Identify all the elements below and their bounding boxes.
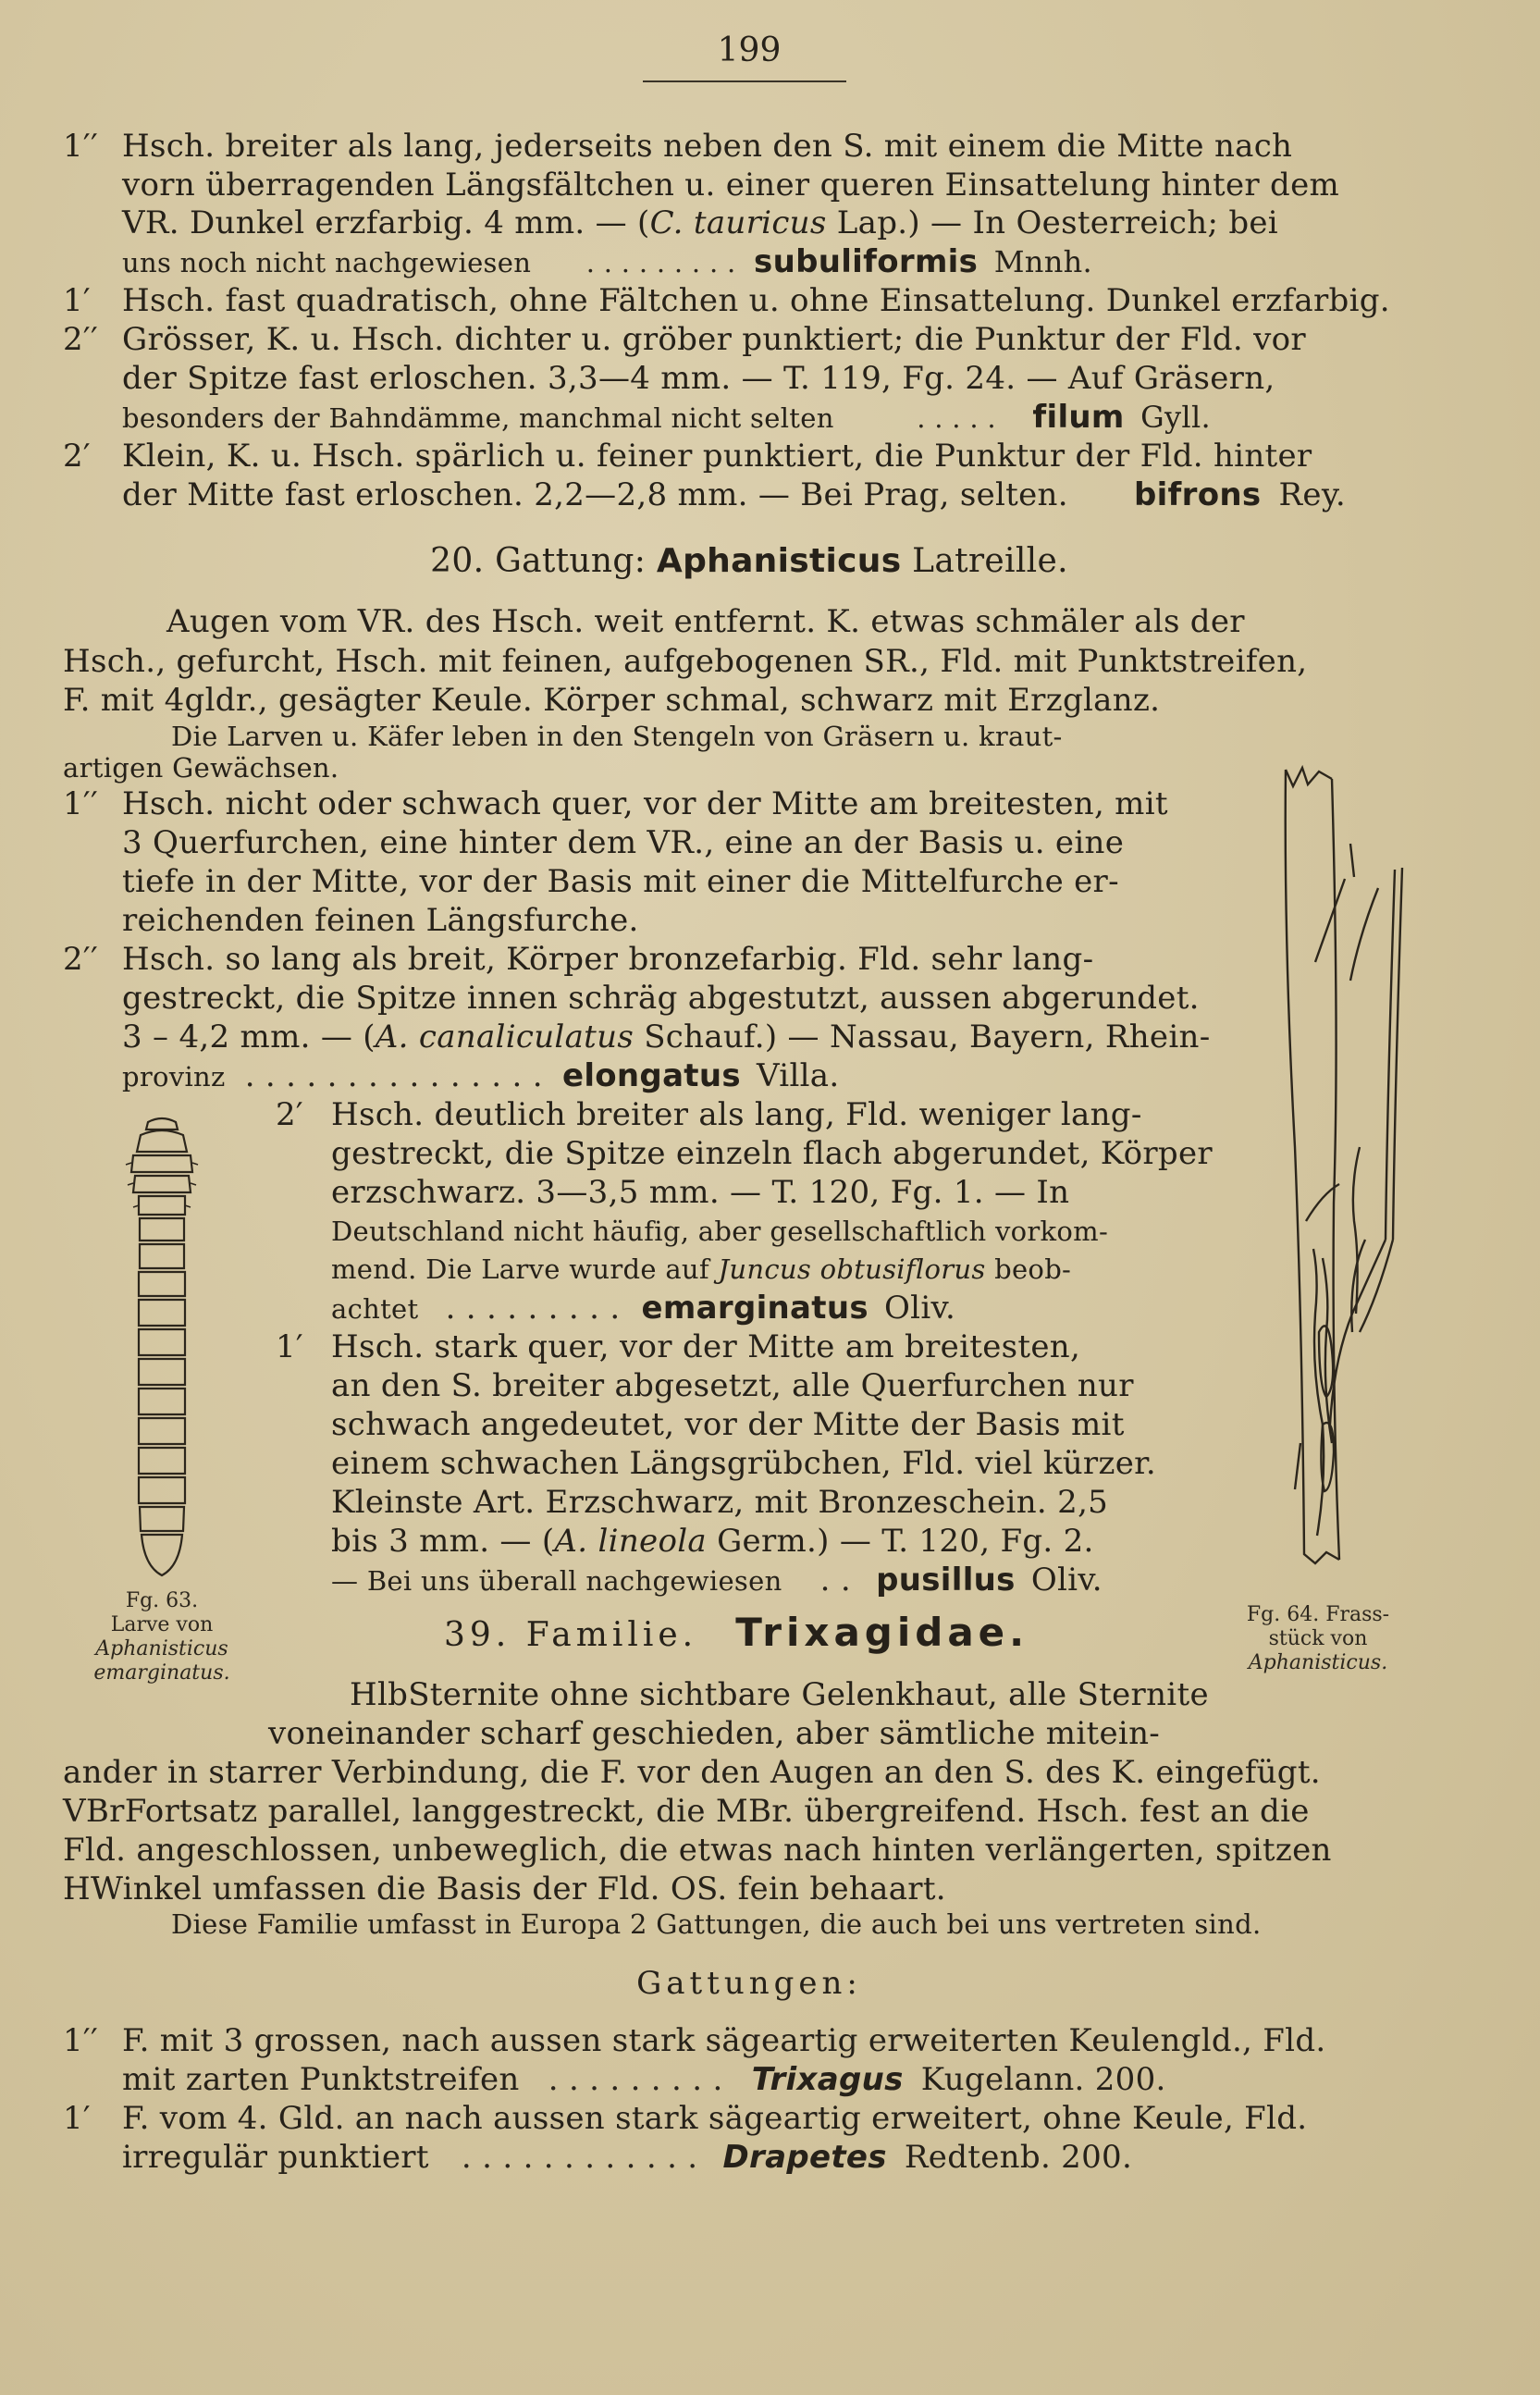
key-line: provinz . . . . . . . . . . . . . . . elongatus Villa.: [122, 1057, 840, 1094]
body-line: HWinkel umfassen die Basis der Fld. OS. fein behaart.: [63, 1870, 946, 1907]
key-line: reichenden feinen Längsfurche.: [122, 902, 639, 939]
genera-heading: Gattungen:: [636, 1965, 862, 2002]
body-line: artigen Gewächsen.: [63, 752, 339, 784]
key-line: tiefe in der Mitte, vor der Basis mit einer die Mittelfurche er-: [122, 863, 1119, 900]
key-line: 1′′ Hsch. nicht oder schwach quer, vor der Mitte am breitesten, mit: [63, 785, 1168, 822]
key-line: einem schwachen Längsgrübchen, Fld. viel kürzer.: [331, 1445, 1157, 1482]
key-line: 1′ Hsch. stark quer, vor der Mitte am breitesten,: [276, 1328, 1081, 1365]
genus-name: Trixagus: [751, 2061, 904, 2098]
key-line: 3 Querfurchen, eine hinter dem VR., eine an der Basis u. eine: [122, 824, 1125, 861]
key-line: schwach angedeutet, vor der Mitte der Basis mit: [331, 1406, 1125, 1443]
body-line: voneinander scharf geschieden, aber sämtliche mitein-: [268, 1715, 1161, 1752]
body-line: Hsch., gefurcht, Hsch. mit feinen, aufgebogenen SR., Fld. mit Punktstreifen,: [63, 643, 1308, 680]
species-name: emarginatus: [641, 1290, 869, 1327]
key-line: 2′ Klein, K. u. Hsch. spärlich u. feiner punktiert, die Punktur der Fld. hinter: [63, 438, 1312, 475]
family-heading: 39. Familie. Trixagidae.: [444, 1610, 1029, 1655]
key-line: 1′ Hsch. fast quadratisch, ohne Fältchen u. ohne Einsattelung. Dunkel erzfarbig.: [63, 282, 1390, 319]
key-line: 1′′ Hsch. breiter als lang, jederseits neben den S. mit einem die Mitte nach: [63, 128, 1293, 165]
key-line: 2′′ Hsch. so lang als breit, Körper bronzefarbig. Fld. sehr lang-: [63, 941, 1094, 978]
genus-name: Drapetes: [722, 2139, 887, 2176]
body-line: Die Larven u. Käfer leben in den Stengeln von Gräsern u. kraut-: [171, 721, 1063, 752]
body-line: Fld. angeschlossen, unbeweglich, die etwas nach hinten verlängerten, spitzen: [63, 1832, 1332, 1869]
figure-64-caption: Fg. 64. Frass- stück von Aphanisticus.: [1246, 1603, 1390, 1674]
larva-illustration: [111, 1115, 213, 1586]
key-line: mit zarten Punktstreifen . . . . . . . . . Trixagus Kugelann. 200.: [122, 2061, 1166, 2098]
key-line: 3 – 4,2 mm. — (A. canaliculatus Schauf.) — Nassau, Bayern, Rhein-: [122, 1018, 1211, 1056]
genus-heading: 20. Gattung: Aphanisticus Latreille.: [430, 542, 1068, 580]
key-line: 1′′ F. mit 3 grossen, nach aussen stark sägeartig erweiterten Keulengld., Fld.: [63, 2022, 1326, 2059]
body-line: F. mit 4gldr., gesägter Keule. Körper schmal, schwarz mit Erzglanz.: [63, 682, 1161, 719]
species-name: bifrons: [1133, 476, 1262, 513]
body-line: HlbSternite ohne sichtbare Gelenkhaut, alle Sternite: [350, 1676, 1209, 1713]
key-line: — Bei uns überall nachgewiesen . . pusillus Oliv.: [331, 1562, 1103, 1599]
species-name: elongatus: [561, 1057, 741, 1094]
key-line: gestreckt, die Spitze innen schräg abgestutzt, aussen abgerundet.: [122, 980, 1200, 1017]
body-line: Augen vom VR. des Hsch. weit entfernt. K. etwas schmäler als der: [166, 603, 1245, 640]
key-line: gestreckt, die Spitze einzeln flach abgerundet, Körper: [331, 1135, 1213, 1172]
page-number-rule: [643, 80, 846, 82]
key-line: vorn überragenden Längsfältchen u. einer queren Einsattelung hinter dem: [122, 167, 1340, 204]
key-line: der Spitze fast erloschen. 3,3—4 mm. — T. 119, Fg. 24. — Auf Gräsern,: [122, 360, 1275, 397]
key-line: VR. Dunkel erzfarbig. 4 mm. — (C. tauricus Lap.) — In Oesterreich; bei: [122, 204, 1278, 241]
key-line: Deutschland nicht häufig, aber gesellschaftlich vorkom-: [331, 1216, 1109, 1247]
species-name: filum: [1032, 399, 1125, 436]
key-line: Kleinste Art. Erzschwarz, mit Bronzeschein. 2,5: [331, 1484, 1109, 1521]
feeding-damage-illustration: [1230, 759, 1415, 1591]
key-line: mend. Die Larve wurde auf Juncus obtusiflorus beob-: [331, 1253, 1072, 1285]
key-line: 2′ Hsch. deutlich breiter als lang, Fld. weniger lang-: [276, 1096, 1142, 1133]
key-line: achtet . . . . . . . . . emarginatus Oliv.: [331, 1290, 956, 1327]
species-name: pusillus: [876, 1562, 1016, 1599]
key-line: uns noch nicht nachgewiesen . . . . . . . . . subuliformis Mnnh.: [122, 243, 1092, 280]
key-line: bis 3 mm. — (A. lineola Germ.) — T. 120, Fg. 2.: [331, 1523, 1094, 1560]
key-line: erzschwarz. 3—3,5 mm. — T. 120, Fg. 1. — In: [331, 1174, 1070, 1211]
page-number: 199: [717, 31, 782, 69]
body-line: VBrFortsatz parallel, langgestreckt, die MBr. übergreifend. Hsch. fest an die: [63, 1793, 1310, 1830]
body-line: Diese Familie umfasst in Europa 2 Gattungen, die auch bei uns vertreten sind.: [171, 1908, 1262, 1940]
key-line: 1′ F. vom 4. Gld. an nach aussen stark sägeartig erweitert, ohne Keule, Fld.: [63, 2100, 1308, 2137]
key-line: besonders der Bahndämme, manchmal nicht selten . . . . . filum Gyll.: [122, 399, 1211, 436]
key-line: der Mitte fast erloschen. 2,2—2,8 mm. — Bei Prag, selten. bifrons Rey.: [122, 476, 1346, 513]
key-line: irregulär punktiert . . . . . . . . . . . . Drapetes Redtenb. 200.: [122, 2139, 1133, 2176]
key-line: 2′′ Grösser, K. u. Hsch. dichter u. gröber punktiert; die Punktur der Fld. vor: [63, 321, 1306, 358]
species-name: subuliformis: [754, 243, 979, 280]
body-line: ander in starrer Verbindung, die F. vor den Augen an den S. des K. eingefügt.: [63, 1754, 1321, 1791]
key-line: an den S. breiter abgesetzt, alle Querfurchen nur: [331, 1367, 1134, 1404]
figure-63-caption: Fg. 63. Larve von Aphanisticus emarginatus.: [93, 1589, 230, 1685]
